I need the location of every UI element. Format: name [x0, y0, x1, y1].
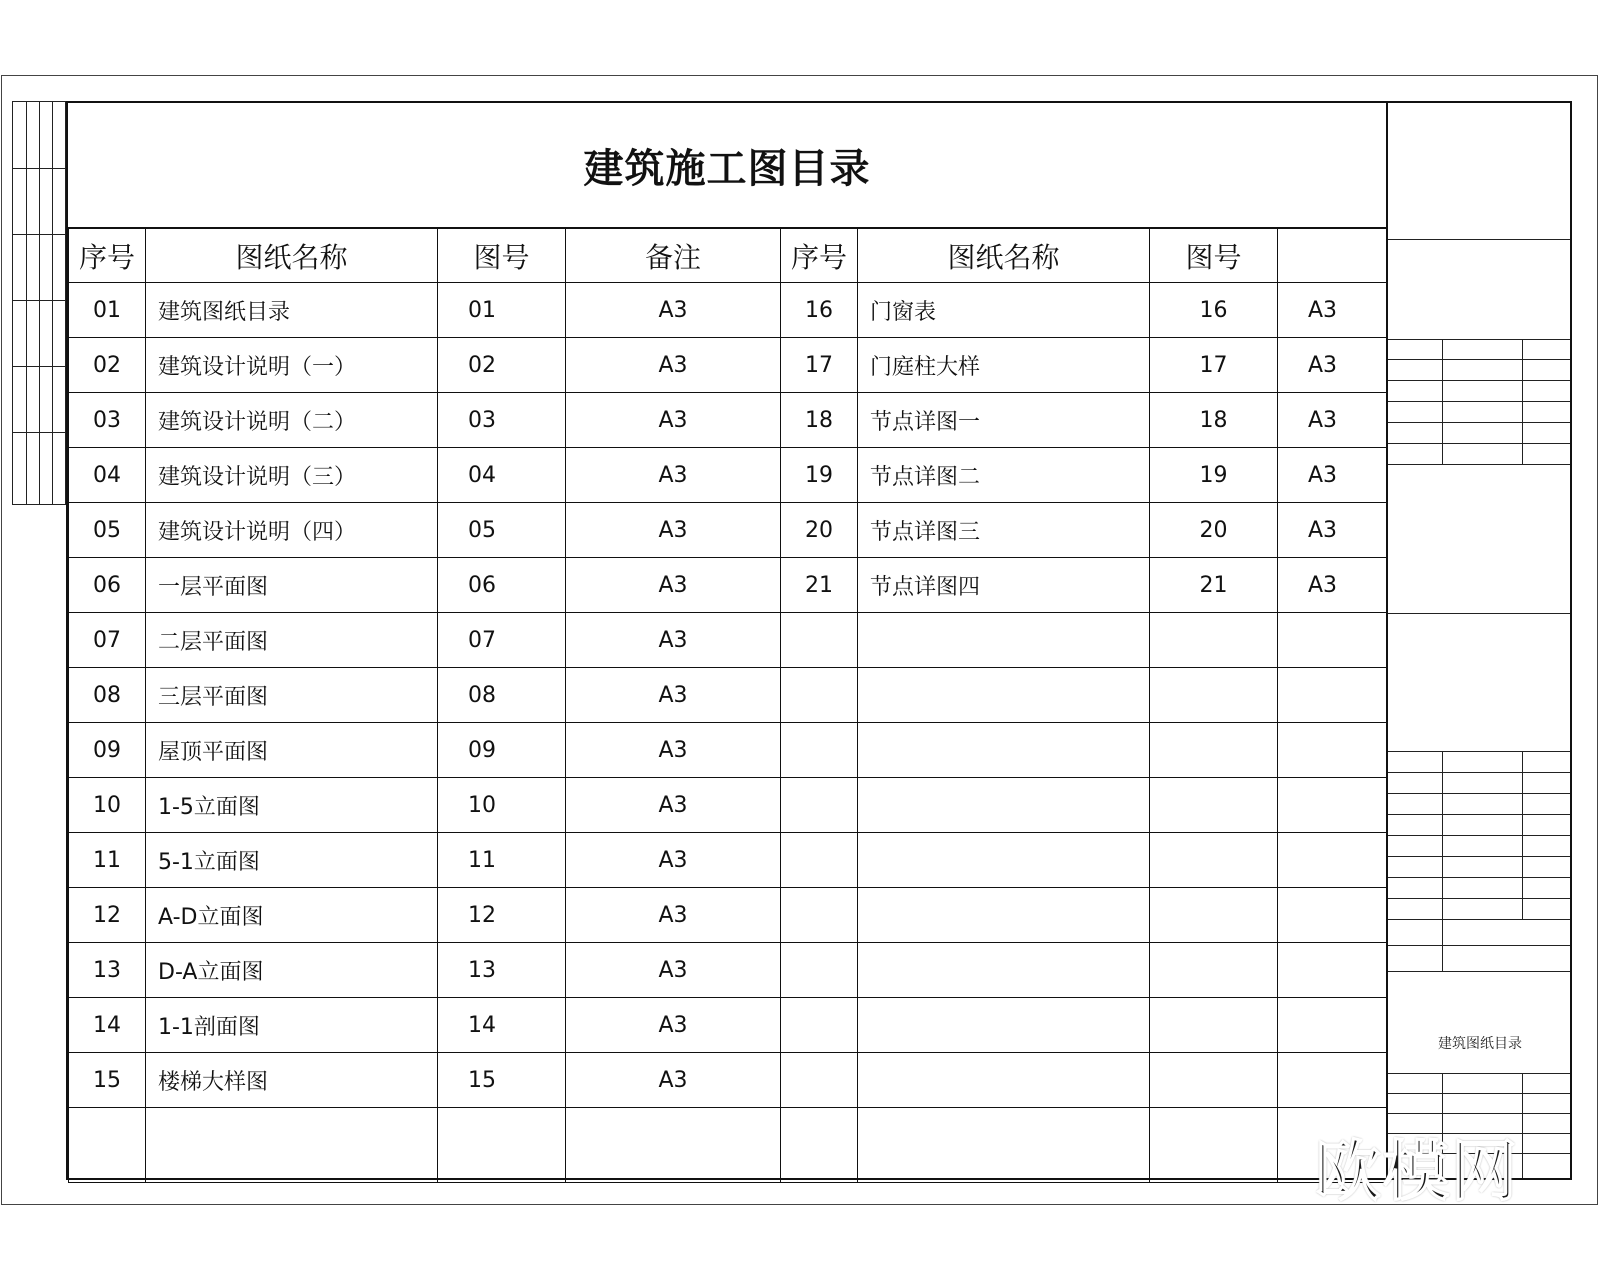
table-cell: [438, 1108, 566, 1183]
table-cell: 屋顶平面图: [146, 723, 438, 778]
table-cell: [781, 723, 858, 778]
table-cell: 18: [781, 393, 858, 448]
table-cell: 01: [438, 283, 566, 338]
table-cell: [1278, 1053, 1387, 1108]
table-cell: 15: [69, 1053, 146, 1108]
table-cell: A3: [1278, 393, 1387, 448]
table-cell: [1278, 668, 1387, 723]
table-row: [69, 668, 1387, 723]
binding-line: [39, 102, 40, 504]
header-cell: 序号: [781, 229, 858, 283]
table-cell: A3: [566, 668, 781, 723]
table-cell: [781, 998, 858, 1053]
title-block-line: [1388, 1073, 1570, 1074]
table-cell: A-D立面图: [146, 888, 438, 943]
table-cell: A3: [566, 613, 781, 668]
table-row: [69, 723, 1387, 778]
binding-strip: [12, 101, 66, 505]
table-row: [69, 778, 1387, 833]
title-block-line: [1442, 751, 1443, 971]
table-cell: [781, 778, 858, 833]
table-cell: [781, 833, 858, 888]
table-cell: [1150, 998, 1278, 1053]
table-row: [69, 1108, 1387, 1183]
table-cell: [1278, 998, 1387, 1053]
table-cell: [1150, 888, 1278, 943]
binding-line: [13, 168, 65, 169]
title-block-line: [1388, 751, 1570, 752]
table-cell: 节点详图四: [858, 558, 1150, 613]
table-cell: 5-1立面图: [146, 833, 438, 888]
title-block-line: [1388, 971, 1570, 972]
table-cell: A3: [566, 943, 781, 998]
table-cell: A3: [1278, 283, 1387, 338]
title-block-line: [1388, 793, 1570, 794]
watermark-logo: 欧模网: [1315, 1133, 1519, 1210]
table-row: [69, 283, 1387, 338]
title-block-line: [1388, 945, 1570, 946]
catalog-table-wrap: [68, 228, 1386, 1178]
table-cell: 建筑图纸目录: [146, 283, 438, 338]
table-cell: A3: [566, 283, 781, 338]
title-block-line: [1442, 339, 1443, 464]
title-block-line: [1388, 856, 1570, 857]
table-cell: 12: [438, 888, 566, 943]
table-cell: 09: [69, 723, 146, 778]
table-cell: [1150, 1053, 1278, 1108]
table-row: [69, 998, 1387, 1053]
table-cell: 18: [1150, 393, 1278, 448]
table-row: [69, 613, 1387, 668]
table-row: [69, 888, 1387, 943]
table-cell: 10: [438, 778, 566, 833]
table-cell: A3: [566, 448, 781, 503]
table-row: [69, 393, 1387, 448]
table-cell: A3: [566, 1053, 781, 1108]
table-header-row: [69, 229, 1387, 283]
table-cell: 13: [438, 943, 566, 998]
table-cell: 门庭柱大样: [858, 338, 1150, 393]
table-cell: [858, 613, 1150, 668]
table-cell: 08: [438, 668, 566, 723]
title-block-line: [1522, 751, 1523, 919]
table-cell: [858, 668, 1150, 723]
table-cell: 05: [438, 503, 566, 558]
table-cell: 01: [69, 283, 146, 338]
header-cell: 序号: [69, 229, 146, 283]
table-cell: [781, 943, 858, 998]
table-cell: 11: [69, 833, 146, 888]
table-row: [69, 448, 1387, 503]
table-row: [69, 1053, 1387, 1108]
title-block-line: [1388, 464, 1570, 465]
table-row: [69, 338, 1387, 393]
table-cell: [858, 943, 1150, 998]
table-cell: 三层平面图: [146, 668, 438, 723]
binding-line: [13, 366, 65, 367]
table-cell: [69, 1108, 146, 1183]
table-cell: 17: [781, 338, 858, 393]
table-cell: [1278, 778, 1387, 833]
table-cell: A3: [1278, 503, 1387, 558]
table-cell: [858, 1108, 1150, 1183]
table-cell: 16: [1150, 283, 1278, 338]
table-cell: [1278, 613, 1387, 668]
table-cell: 节点详图二: [858, 448, 1150, 503]
table-cell: 节点详图三: [858, 503, 1150, 558]
table-cell: A3: [566, 503, 781, 558]
title-block-line: [1388, 1113, 1570, 1114]
table-cell: 19: [781, 448, 858, 503]
title-block-line: [1388, 877, 1570, 878]
table-cell: 门窗表: [858, 283, 1150, 338]
title-block-line: [1388, 239, 1570, 240]
table-cell: A3: [566, 393, 781, 448]
table-cell: [1150, 778, 1278, 833]
table-cell: [858, 833, 1150, 888]
title-block: [1386, 103, 1570, 1178]
table-cell: A3: [1278, 448, 1387, 503]
table-cell: 06: [69, 558, 146, 613]
title-block-line: [1388, 835, 1570, 836]
table-cell: [858, 998, 1150, 1053]
binding-line: [13, 234, 65, 235]
table-cell: [858, 1053, 1150, 1108]
table-cell: 节点详图一: [858, 393, 1150, 448]
header-cell: 图号: [438, 229, 566, 283]
table-cell: 1-5立面图: [146, 778, 438, 833]
title-block-line: [1388, 380, 1570, 381]
title-block-line: [1388, 1093, 1570, 1094]
table-cell: 05: [69, 503, 146, 558]
table-cell: 21: [1150, 558, 1278, 613]
table-cell: [781, 888, 858, 943]
table-cell: A3: [566, 888, 781, 943]
title-block-line: [1388, 772, 1570, 773]
table-cell: 03: [69, 393, 146, 448]
title-block-line: [1388, 443, 1570, 444]
table-cell: A3: [566, 998, 781, 1053]
title-block-line: [1388, 814, 1570, 815]
table-cell: [566, 1108, 781, 1183]
title-block-drawing-name: 建筑图纸目录: [1438, 1036, 1522, 1052]
table-cell: [1278, 723, 1387, 778]
table-cell: [858, 723, 1150, 778]
table-cell: 建筑设计说明（二）: [146, 393, 438, 448]
table-cell: 04: [438, 448, 566, 503]
table-cell: 二层平面图: [146, 613, 438, 668]
table-cell: [1150, 833, 1278, 888]
title-block-line: [1388, 898, 1570, 899]
header-cell: 备注: [566, 229, 781, 283]
table-cell: 11: [438, 833, 566, 888]
table-cell: 13: [69, 943, 146, 998]
table-cell: A3: [566, 558, 781, 613]
table-cell: [1150, 723, 1278, 778]
table-cell: [1150, 668, 1278, 723]
title-block-line: [1522, 1073, 1523, 1178]
table-row: [69, 558, 1387, 613]
header-cell: 图号: [1150, 229, 1278, 283]
table-cell: 建筑设计说明（一）: [146, 338, 438, 393]
binding-line: [26, 102, 27, 504]
table-cell: A3: [566, 778, 781, 833]
table-cell: 建筑设计说明（三）: [146, 448, 438, 503]
table-cell: A3: [1278, 558, 1387, 613]
title-block-line: [1388, 339, 1570, 340]
table-cell: [781, 1053, 858, 1108]
table-cell: 17: [1150, 338, 1278, 393]
table-cell: 楼梯大样图: [146, 1053, 438, 1108]
table-cell: 19: [1150, 448, 1278, 503]
table-cell: 08: [69, 668, 146, 723]
title-block-line: [1388, 919, 1570, 920]
title-block-line: [1388, 422, 1570, 423]
table-cell: A3: [566, 723, 781, 778]
table-cell: 07: [438, 613, 566, 668]
table-cell: [1278, 833, 1387, 888]
page-title: 建筑施工图目录: [68, 103, 1386, 229]
table-cell: [1150, 613, 1278, 668]
table-cell: 14: [69, 998, 146, 1053]
table-cell: 10: [69, 778, 146, 833]
table-row: [69, 943, 1387, 998]
table-cell: A3: [566, 338, 781, 393]
table-cell: [858, 778, 1150, 833]
table-cell: [781, 613, 858, 668]
table-cell: 14: [438, 998, 566, 1053]
header-cell: 图纸名称: [146, 229, 438, 283]
title-block-line: [1388, 359, 1570, 360]
title-block-line: [1388, 613, 1570, 614]
table-cell: 02: [438, 338, 566, 393]
table-cell: 07: [69, 613, 146, 668]
table-cell: A3: [566, 833, 781, 888]
table-row: [69, 833, 1387, 888]
table-cell: 15: [438, 1053, 566, 1108]
table-cell: 12: [69, 888, 146, 943]
binding-line: [13, 300, 65, 301]
table-cell: 1-1剖面图: [146, 998, 438, 1053]
table-row: [69, 503, 1387, 558]
header-cell: [1278, 229, 1387, 283]
table-cell: 建筑设计说明（四）: [146, 503, 438, 558]
table-cell: A3: [1278, 338, 1387, 393]
table-cell: 16: [781, 283, 858, 338]
table-cell: 02: [69, 338, 146, 393]
table-cell: [1150, 1108, 1278, 1183]
table-cell: 一层平面图: [146, 558, 438, 613]
table-cell: [858, 888, 1150, 943]
table-cell: [1278, 943, 1387, 998]
title-block-line: [1388, 401, 1570, 402]
table-cell: 21: [781, 558, 858, 613]
binding-line: [13, 432, 65, 433]
table-cell: [781, 1108, 858, 1183]
catalog-table: [68, 228, 1387, 1183]
title-block-line: [1522, 339, 1523, 464]
table-cell: [1150, 943, 1278, 998]
binding-line: [52, 102, 53, 504]
header-cell: 图纸名称: [858, 229, 1150, 283]
table-cell: D-A立面图: [146, 943, 438, 998]
table-cell: 04: [69, 448, 146, 503]
table-cell: 09: [438, 723, 566, 778]
table-cell: [781, 668, 858, 723]
table-cell: [146, 1108, 438, 1183]
table-cell: 20: [781, 503, 858, 558]
table-cell: 06: [438, 558, 566, 613]
table-cell: [1278, 888, 1387, 943]
table-cell: 20: [1150, 503, 1278, 558]
table-cell: 03: [438, 393, 566, 448]
